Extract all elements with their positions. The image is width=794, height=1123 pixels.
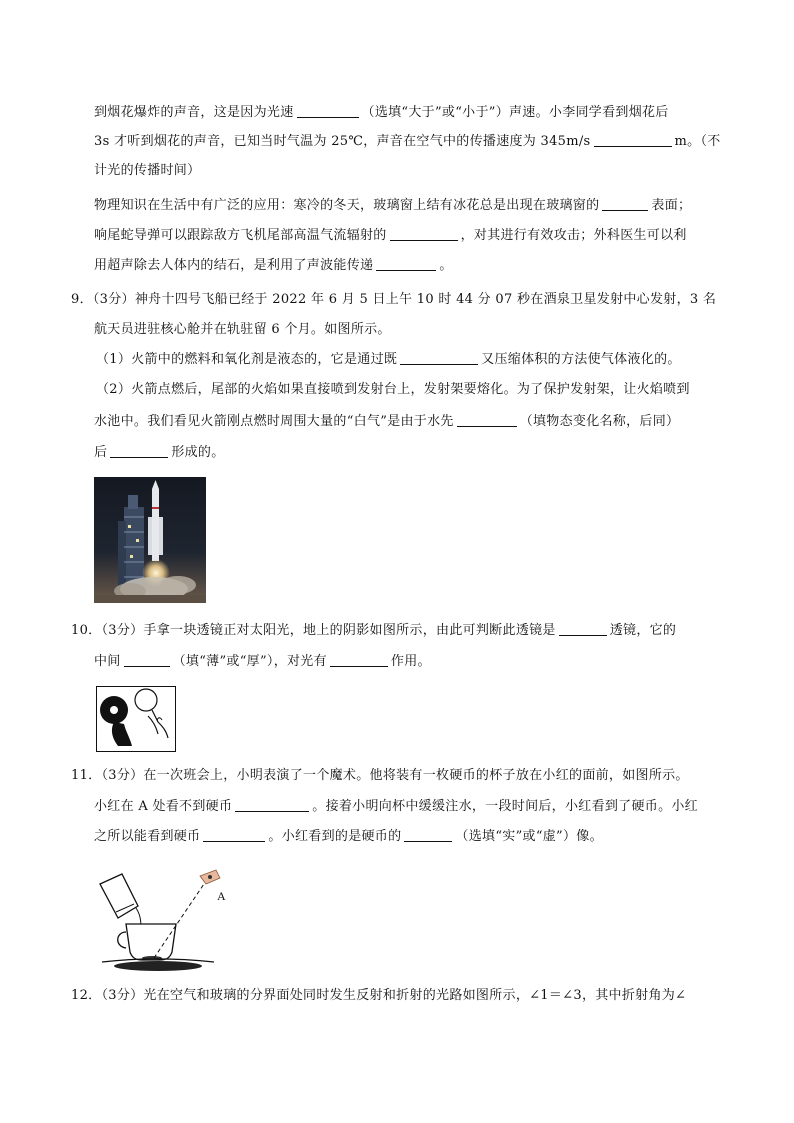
q11-line-2: 小红在 A 处看不到硬币 。接着小明向杯中缓缓注水，一段时间后，小红看到了硬币。小红	[94, 799, 698, 814]
answer-blank[interactable]	[390, 226, 458, 241]
answer-blank[interactable]	[376, 256, 436, 271]
q8b-line-1: 物理知识在生活中有广泛的应用：寒冷的冬天，玻璃窗上结有冰花总是出现在玻璃窗的 表面；	[94, 198, 692, 213]
answer-blank[interactable]	[297, 103, 359, 118]
q11-line-1: 11．（3分）在一次班会上，小明表演了一个魔术。他将装有一枚硬币的杯子放在小红的面前，如图所示。	[71, 768, 689, 783]
fragment-line-2: 3s 才听到烟花的声音，已知当时气温为 25℃，声音在空气中的传播速度为 345m/s m。（不	[94, 134, 721, 149]
fragment-line-1: 到烟花爆炸的声音，这是因为光速 （选填“大于”或“小于”）声速。小李同学看到烟花后	[94, 105, 669, 120]
answer-blank[interactable]	[203, 827, 265, 842]
pouring-glass	[100, 874, 141, 928]
answer-blank[interactable]	[124, 652, 170, 667]
q9-stem-line-1: 9．（3分）神舟十四号飞船已经于 2022 年 6 月 5 日上午 10 时 44 分 07 秒在酒泉卫星发射中心发射，3 名	[71, 292, 717, 307]
coin-cup-figure	[96, 862, 246, 974]
q9-part2-line-2: 水池中。我们看见火箭刚点燃时周围大量的“白气”是由于水先 （填物态变化名称，后同）	[94, 414, 680, 429]
q10-line-1: 10．（3分）手拿一块透镜正对太阳光，地上的阴影如图所示，由此可判断此透镜是 透镜，它的	[71, 623, 677, 638]
q9-part2-line-3: 后 形成的。	[94, 445, 225, 460]
cup	[118, 924, 176, 960]
saucer	[102, 959, 214, 971]
answer-blank[interactable]	[400, 350, 478, 365]
q9-stem-line-2: 航天员进驻核心舱并在轨驻留 6 个月。如图所示。	[94, 322, 391, 337]
answer-blank[interactable]	[457, 412, 517, 427]
answer-blank[interactable]	[594, 132, 672, 147]
q12-line-1: 12．（3分）光在空气和玻璃的分界面处同时发生反射和折射的光路如图所示，∠1＝∠3，其中折射角为∠	[71, 988, 687, 1003]
answer-blank[interactable]	[330, 652, 388, 667]
q8b-line-2: 响尾蛇导弹可以跟踪敌方飞机尾部高温气流辐射的 ，对其进行有效攻击；外科医生可以利	[94, 228, 687, 243]
answer-blank[interactable]	[404, 827, 452, 842]
point-a-label: A	[217, 889, 226, 903]
q9-part2-line-1: （2）火箭点燃后，尾部的火焰如果直接喷到发射台上，发射架要熔化。为了保护发射架，让火焰喷到	[96, 382, 690, 397]
answer-blank[interactable]	[559, 621, 607, 636]
answer-blank[interactable]	[602, 196, 648, 211]
q10-line-2: 中间 （填“薄”或“厚”），对光有 作用。	[94, 654, 431, 669]
answer-blank[interactable]	[110, 443, 168, 458]
answer-blank[interactable]	[235, 797, 309, 812]
eye-icon	[200, 870, 220, 884]
fragment-line-3: 计光的传播时间）	[94, 163, 201, 178]
lens-shadow-figure	[96, 686, 176, 752]
q8b-line-3: 用超声除去人体内的结石，是利用了声波能传递 。	[94, 258, 453, 273]
line-of-sight	[154, 878, 208, 958]
rocket-launch-photo	[94, 477, 206, 603]
q9-part1: （1）火箭中的燃料和氧化剂是液态的，它是通过既 又压缩体积的方法使气体液化的。	[96, 352, 681, 367]
q11-line-3: 之所以能看到硬币 。小红看到的是硬币的 （选填“实”或“虚”）像。	[94, 829, 603, 844]
